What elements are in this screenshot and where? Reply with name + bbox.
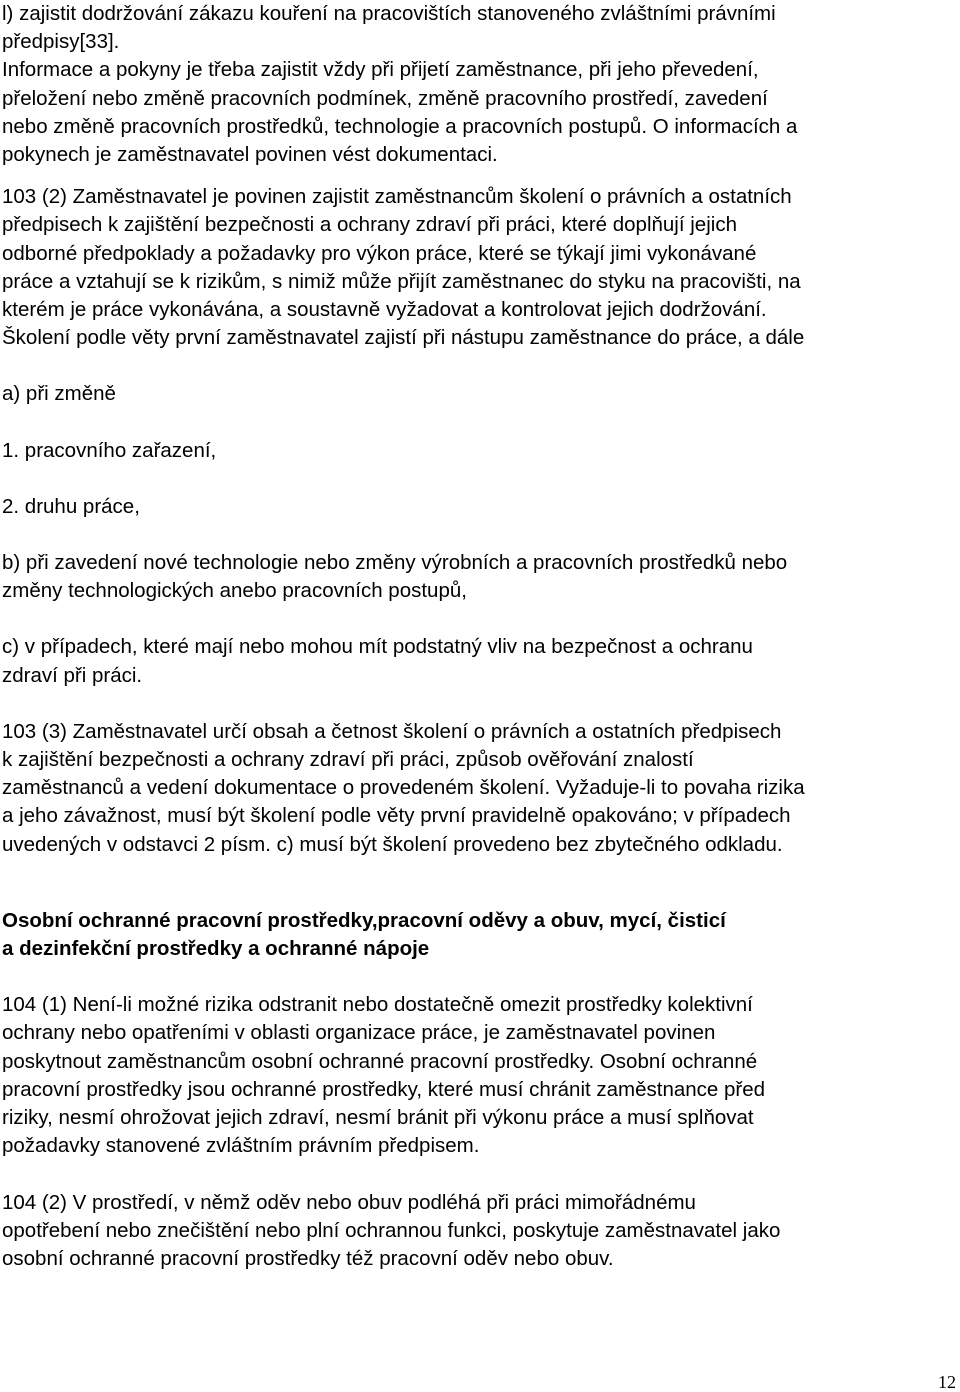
- text-line: opotřebení nebo znečištění nebo plní ochrannou funkci, poskytuje zaměstnavatel jako: [2, 1218, 781, 1242]
- section-104-1: [2, 991, 958, 1160]
- text-line: Informace a pokyny je třeba zajistit vždy při přijetí zaměstnance, při jeho převedení,: [2, 58, 759, 82]
- text-line: l) zajistit dodržování zákazu kouření na pracovištích stanoveného zvláštními právními: [2, 2, 776, 25]
- text-line: 104 (2) V prostředí, v němž oděv nebo obuv podléhá při práci mimořádnému: [2, 1190, 696, 1214]
- text-line: nebo změně pracovních prostředků, technologie a pracovních postupů. O informacích a: [2, 114, 798, 138]
- heading-line: a dezinfekční prostředky a ochranné nápoje: [2, 937, 430, 961]
- text-line: 103 (3) Zaměstnavatel určí obsah a četnost školení o právních a ostatních předpisech: [2, 719, 782, 743]
- text-line: kterém je práce vykonávána, a soustavně vyžadovat a kontrolovat jejich dodržování.: [2, 298, 767, 322]
- text-line: přeložení nebo změně pracovních podmínek, změně pracovního prostředí, zavedení: [2, 86, 768, 110]
- text-line: odborné předpoklady a požadavky pro výkon práce, které se týkají jimi vykonávané: [2, 241, 757, 265]
- section-103-2: [2, 183, 958, 352]
- intro-paragraph: [2, 0, 958, 169]
- text-line: Školení podle věty první zaměstnavatel zajistí při nástupu zaměstnance do práce, a dále: [2, 326, 805, 350]
- text-line: pracovní prostředky jsou ochranné prostředky, které musí chránit zaměstnance před: [2, 1077, 766, 1101]
- section-heading: [2, 907, 958, 963]
- text-line: pokynech je zaměstnavatel povinen vést dokumentaci.: [2, 143, 498, 167]
- text-line: poskytnout zaměstnancům osobní ochranné pracovní prostředky. Osobní ochranné: [2, 1049, 758, 1073]
- list-item-b: [2, 549, 958, 605]
- section-103-3: [2, 718, 958, 859]
- text-line: ochrany nebo opatřeními v oblasti organizace práce, je zaměstnavatel povinen: [2, 1021, 716, 1045]
- text-line: 103 (2) Zaměstnavatel je povinen zajistit zaměstnancům školení o právních a ostatních: [2, 185, 792, 209]
- list-item-c: [2, 633, 958, 689]
- text-line: požadavky stanovené zvláštním právním předpisem.: [2, 1134, 480, 1158]
- text-line: uvedených v odstavci 2 písm. c) musí být školení provedeno bez zbytečného odkladu.: [2, 832, 783, 856]
- text-line: a jeho závažnost, musí být školení podle věty první pravidelně opakováno; v případech: [2, 804, 791, 828]
- document-page: [2, 0, 958, 1273]
- text-line: změny technologických anebo pracovních postupů,: [2, 579, 467, 603]
- text-line: zdraví při práci.: [2, 663, 143, 687]
- text-line: c) v případech, které mají nebo mohou mít podstatný vliv na bezpečnost a ochranu: [2, 635, 753, 659]
- heading-line: Osobní ochranné pracovní prostředky,pracovní oděvy a obuv, mycí, čisticí: [2, 908, 726, 932]
- page-number: 12: [938, 1372, 956, 1392]
- text-line: předpisy[33].: [2, 30, 120, 54]
- list-item-a: a) při změně: [2, 382, 116, 406]
- text-line: riziky, nesmí ohrožovat jejich zdraví, nesmí bránit při výkonu práce a musí splňovat: [2, 1106, 754, 1130]
- list-item-1: 1. pracovního zařazení,: [2, 438, 217, 462]
- text-line: zaměstnanců a vedení dokumentace o provedeném školení. Vyžaduje-li to povaha rizika: [2, 776, 805, 800]
- text-line: osobní ochranné pracovní prostředky též pracovní oděv nebo obuv.: [2, 1246, 614, 1270]
- text-line: předpisech k zajištění bezpečnosti a ochrany zdraví při práci, které doplňují jejich: [2, 213, 737, 237]
- list-item-2: 2. druhu práce,: [2, 494, 140, 518]
- text-line: 104 (1) Není-li možné rizika odstranit nebo dostatečně omezit prostředky kolektivní: [2, 993, 753, 1017]
- text-line: b) při zavedení nové technologie nebo změny výrobních a pracovních prostředků nebo: [2, 551, 788, 575]
- text-line: práce a vztahují se k rizikům, s nimiž může přijít zaměstnanec do styku na pracovišti, na: [2, 269, 801, 293]
- section-104-2: [2, 1189, 958, 1274]
- text-line: k zajištění bezpečnosti a ochrany zdraví při práci, způsob ověřování znalostí: [2, 748, 694, 772]
